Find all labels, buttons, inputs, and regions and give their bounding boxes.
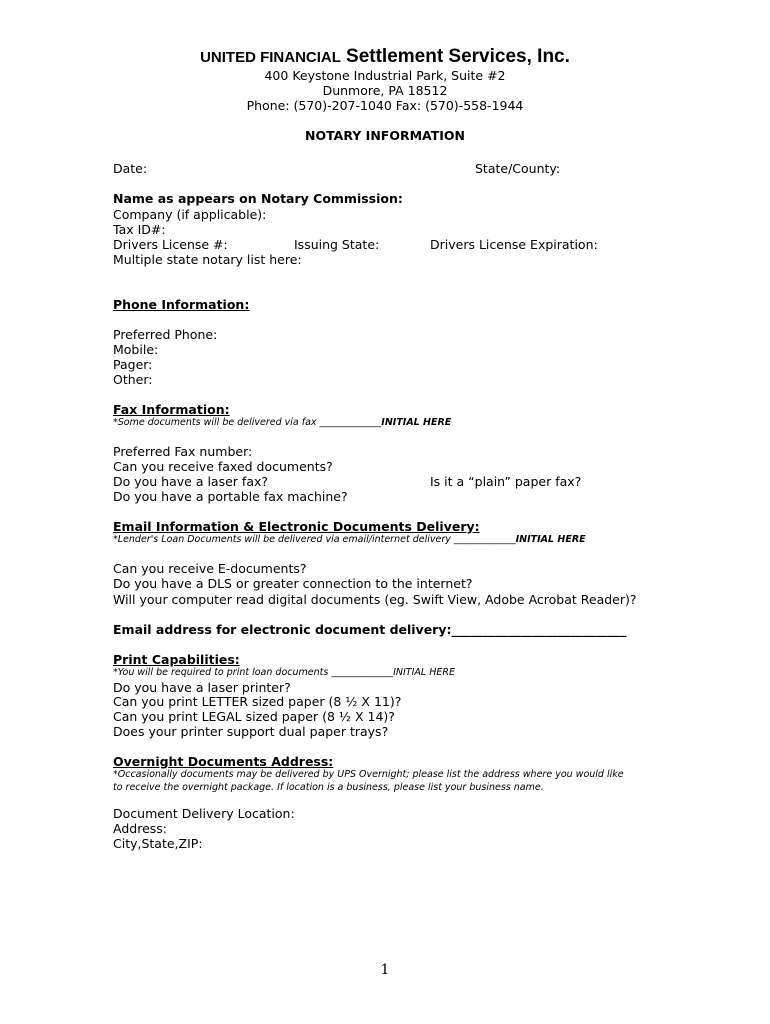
page-number: 1 <box>380 962 390 978</box>
commission-heading: Name as appears on Notary Commission: <box>113 191 403 206</box>
drivers-license-field-label: Drivers License #: <box>113 237 228 252</box>
email-section-heading: Email Information & Electronic Documents Delivery: <box>113 519 480 534</box>
computer-read-question: Will your computer read digital documents (eg. Swift View, Adobe Acrobat Reader)? <box>113 592 637 607</box>
fax-section-heading: Fax Information: <box>113 402 230 417</box>
fax-note-initial: INITIAL HERE <box>381 417 452 428</box>
overnight-section-heading: Overnight Documents Address: <box>113 754 334 769</box>
license-expiration-field-label: Drivers License Expiration: <box>430 237 598 252</box>
city-state-zip-field-label: City,State,ZIP: <box>113 836 203 851</box>
mobile-field-label: Mobile: <box>113 342 159 357</box>
preferred-phone-field-label: Preferred Phone: <box>113 327 218 342</box>
pager-field-label: Pager: <box>113 357 153 372</box>
print-section-heading: Print Capabilities: <box>113 652 240 667</box>
email-note-text: *Lender's Loan Documents will be delivered via email/internet delivery _____________ <box>113 534 516 545</box>
state-county-field-label: State/County: <box>475 161 561 176</box>
company-name <box>0 46 770 68</box>
issuing-state-field-label: Issuing State: <box>294 237 380 252</box>
preferred-fax-field-label: Preferred Fax number: <box>113 444 253 459</box>
overnight-note-line1: *Occasionally documents may be delivered by UPS Overnight; please list the address where you would like <box>113 769 624 780</box>
company-field-label: Company (if applicable): <box>113 207 267 222</box>
date-field-label: Date: <box>113 161 148 176</box>
laser-printer-question: Do you have a laser printer? <box>113 680 291 695</box>
company-phone-fax: Phone: (570)-207-1040 Fax: (570)-558-1944 <box>246 98 524 113</box>
tax-id-field-label: Tax ID#: <box>113 222 166 237</box>
company-name-suffix: Settlement Services, Inc. <box>346 46 570 67</box>
plain-paper-fax-question: Is it a “plain” paper fax? <box>430 474 582 489</box>
phone-section-heading: Phone Information: <box>113 297 250 312</box>
fax-note-text: *Some documents will be delivered via fax _____________ <box>113 417 382 428</box>
address-field-label: Address: <box>113 821 167 836</box>
delivery-location-field-label: Document Delivery Location: <box>113 806 295 821</box>
company-address-line1: 400 Keystone Industrial Park, Suite #2 <box>264 68 506 83</box>
form-title: NOTARY INFORMATION <box>305 128 465 143</box>
other-phone-field-label: Other: <box>113 372 153 387</box>
email-address-field-label: Email address for electronic document delivery:____________________________ <box>113 622 627 637</box>
print-note: *You will be required to print loan documents _____________INITIAL HERE <box>113 667 455 678</box>
dual-tray-question: Does your printer support dual paper trays? <box>113 724 389 739</box>
portable-fax-question: Do you have a portable fax machine? <box>113 489 348 504</box>
legal-paper-question: Can you print LEGAL sized paper (8 ½ X 14)? <box>113 709 395 724</box>
multi-state-field-label: Multiple state notary list here: <box>113 252 302 267</box>
receive-edocs-question: Can you receive E-documents? <box>113 561 307 576</box>
email-note <box>113 534 586 545</box>
letter-paper-question: Can you print LETTER sized paper (8 ½ X 11)? <box>113 694 402 709</box>
fax-note <box>113 417 451 428</box>
overnight-note-line2: to receive the overnight package. If location is a business, please list your business name. <box>113 782 544 793</box>
dls-question: Do you have a DLS or greater connection to the internet? <box>113 576 473 591</box>
company-address-line2: Dunmore, PA 18512 <box>322 83 448 98</box>
receive-faxed-question: Can you receive faxed documents? <box>113 459 333 474</box>
laser-fax-question: Do you have a laser fax? <box>113 474 269 489</box>
company-name-prefix: UNITED FINANCIAL <box>200 49 341 66</box>
email-note-initial: INITIAL HERE <box>515 534 586 545</box>
